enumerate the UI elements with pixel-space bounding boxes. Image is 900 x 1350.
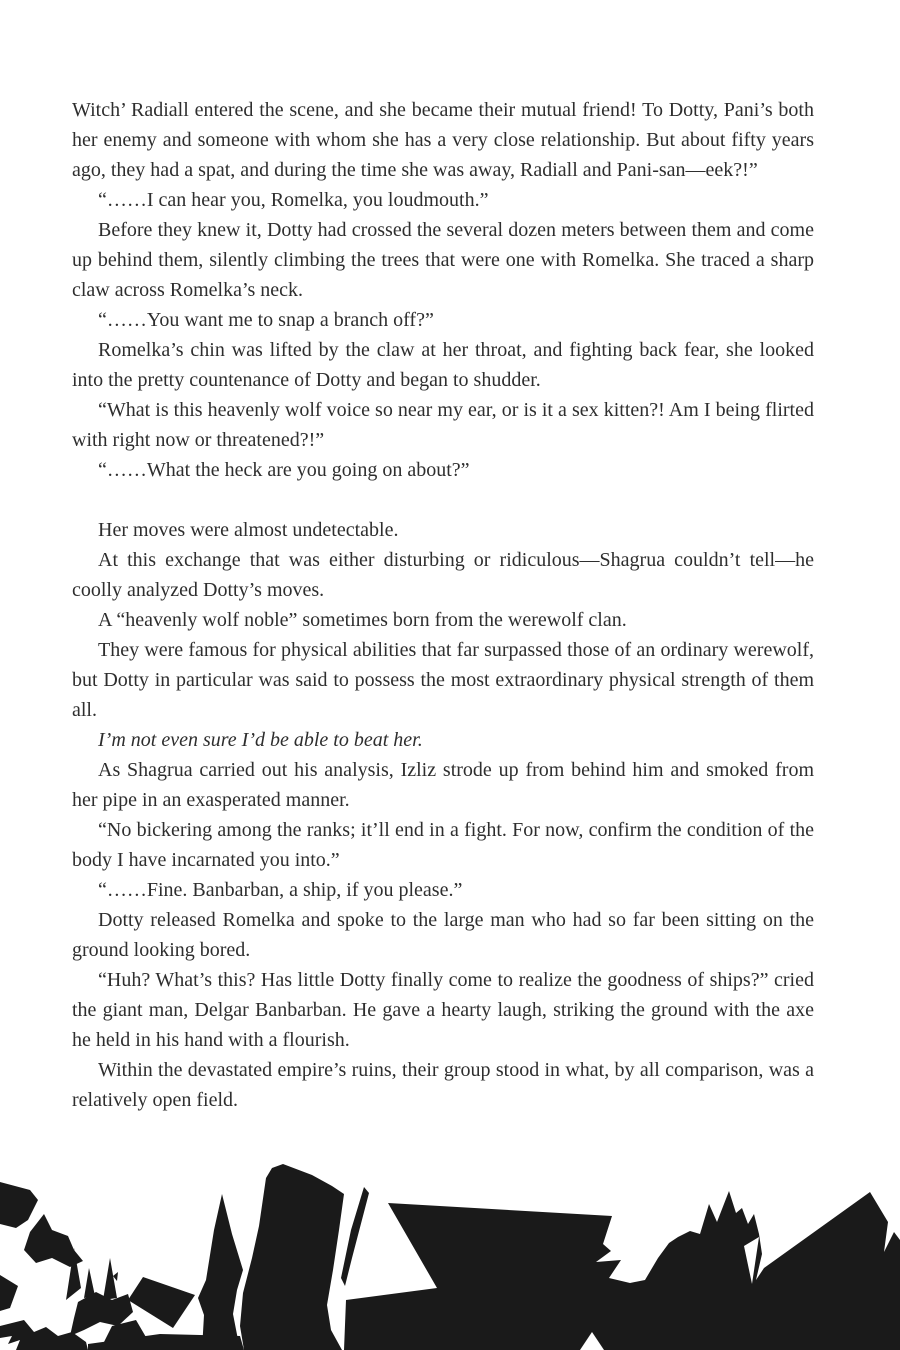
paragraph: Romelka’s chin was lifted by the claw at her throat, and fighting back fear, she looked into the pretty countenance of Dotty and began to shudder. [72,339,814,391]
section-break [72,485,814,515]
ink-spike [103,1258,117,1300]
paragraph: Dotty released Romelka and spoke to the large man who had so far been sitting on the ground looking bored. [72,909,814,961]
ink-spike [198,1194,243,1350]
ink-shard [0,1275,18,1311]
ink-mass [344,1191,900,1350]
paragraph: “Huh? What’s this? Has little Dotty finally come to realize the goodness of ships?” cried the giant man, Delgar Banbarban. He gave a hearty laugh, striking the ground with the axe he held in his hand with a flourish. [72,969,814,1051]
paragraph: Her moves were almost undetectable. [98,519,399,541]
paragraph: “No bickering among the ranks; it’ll end in a fight. For now, confirm the condition of the body I have incarnated you into.” [72,819,814,871]
paragraph: “……What the heck are you going on about?” [98,459,470,481]
paragraph: Witch’ Radiall entered the scene, and she became their mutual friend! To Dotty, Pani’s both her enemy and someone with whom she has a very close relationship. But about fifty years ago, they had a spat, and during the time she was away, Radiall and Pani-san—eek?!” [72,99,814,181]
paragraph: A “heavenly wolf noble” sometimes born from the werewolf clan. [98,609,627,631]
ink-shard [0,1182,38,1228]
paragraph: They were famous for physical abilities that far surpassed those of an ordinary werewolf, but Dotty in particular was said to possess the most extraordinary physical strength of them all. [72,639,814,721]
paragraph: “……You want me to snap a branch off?” [98,309,434,331]
paragraph: Before they knew it, Dotty had crossed the several dozen meters between them and come up behind them, silently climbing the trees that were one with Romelka. She traced a sharp claw across Romelka’s neck. [72,219,814,301]
body-text [72,95,814,1115]
paragraph: Within the devastated empire’s ruins, their group stood in what, by all comparison, was a relatively open field. [72,1059,814,1111]
torn-edge-graphic [0,1130,900,1350]
paragraph: “……Fine. Banbarban, a ship, if you please.” [98,879,463,901]
ink-shard [128,1277,195,1328]
paragraph: “……I can hear you, Romelka, you loudmouth.” [98,189,489,211]
paragraph: I’m not even sure I’d be able to beat her. [98,729,423,751]
ink-sliver [341,1187,369,1286]
paragraph: “What is this heavenly wolf voice so near my ear, or is it a sex kitten?! Am I being flirted with right now or threatened?!” [72,399,814,451]
paragraph: As Shagrua carried out his analysis, Izliz strode up from behind him and smoked from her pipe in an exasperated manner. [72,759,814,811]
paragraph: At this exchange that was either disturbing or ridiculous—Shagrua couldn’t tell—he coolly analyzed Dotty’s moves. [72,549,814,601]
ink-mass [240,1164,344,1350]
